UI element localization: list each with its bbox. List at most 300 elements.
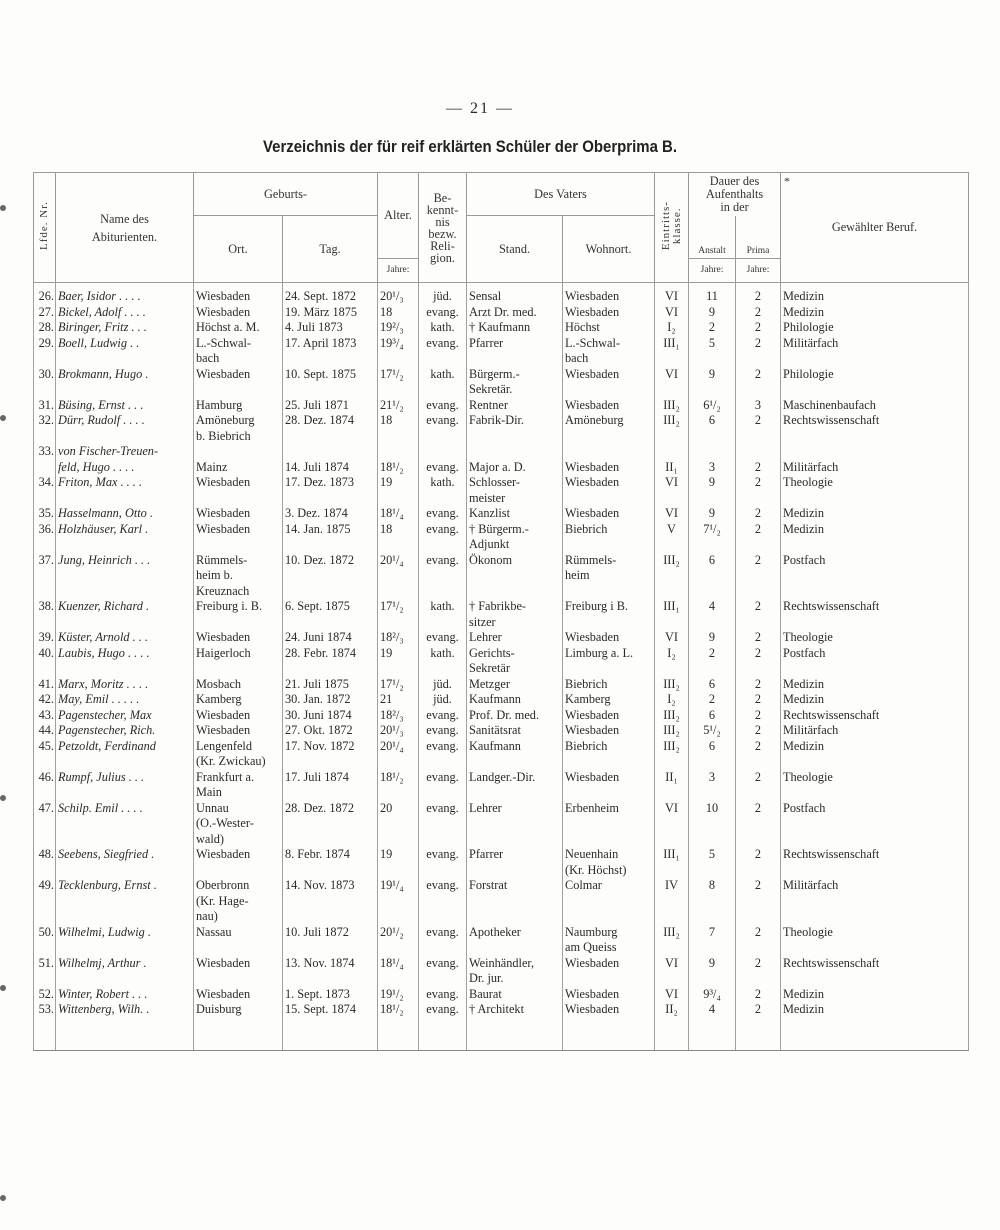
cell-stand: Weinhändler, Dr. jur. (467, 956, 563, 987)
cell-ort: Lengenfeld (Kr. Zwickau) (194, 739, 283, 770)
cell-nr: 37. (34, 553, 56, 600)
cell-prima: 2 (736, 475, 781, 506)
table-row (34, 413, 969, 444)
cell-tag: 14. Jan. 1875 (283, 522, 378, 553)
cell-alter: 19 (378, 646, 419, 677)
empty-cell (283, 1018, 378, 1051)
cell-wohnort: Freiburg i B. (563, 599, 655, 630)
cell-prima: 2 (736, 801, 781, 848)
cell-alter: 19 (378, 847, 419, 878)
table-row (34, 878, 969, 925)
cell-tag: 3. Dez. 1874 (283, 506, 378, 522)
table-row (34, 692, 969, 708)
table-row (34, 801, 969, 848)
cell-tag: 6. Sept. 1875 (283, 599, 378, 630)
cell-tag: 15. Sept. 1874 (283, 1002, 378, 1018)
cell-anstalt: 5 (689, 336, 736, 367)
cell-wohnort: Rümmels- heim (563, 553, 655, 600)
empty-cell (194, 1018, 283, 1051)
cell-rel: evang. (419, 630, 467, 646)
cell-nr: 34. (34, 475, 56, 506)
cell-prima: 2 (736, 847, 781, 878)
cell-ort: Oberbronn (Kr. Hage- nau) (194, 878, 283, 925)
table-row (34, 770, 969, 801)
header-anstalt: Anstalt (689, 216, 736, 259)
empty-cell (467, 1018, 563, 1051)
cell-rel: evang. (419, 956, 467, 987)
cell-ort: Wiesbaden (194, 630, 283, 646)
cell-beruf: Militärfach (781, 336, 969, 367)
cell-beruf: Militärfach (781, 878, 969, 925)
cell-nr: 51. (34, 956, 56, 987)
cell-rel: kath. (419, 646, 467, 677)
cell-anstalt: 6 (689, 739, 736, 770)
cell-wohnort: Höchst (563, 320, 655, 336)
cell-beruf: Rechtswissenschaft (781, 956, 969, 987)
cell-prima: 2 (736, 336, 781, 367)
table-row (34, 444, 969, 475)
cell-rel: evang. (419, 522, 467, 553)
table-row (34, 283, 969, 305)
header-beruf: * Gewählter Beruf. (781, 173, 969, 283)
cell-nr: 28. (34, 320, 56, 336)
cell-alter: 18¹/₄ (378, 506, 419, 522)
cell-rel: jüd. (419, 677, 467, 693)
cell-tag: 17. Juli 1874 (283, 770, 378, 801)
cell-name: Petzoldt, Ferdinand (56, 739, 194, 770)
cell-klasse: IV (655, 878, 689, 925)
cell-rel: evang. (419, 305, 467, 321)
cell-stand: Pfarrer (467, 336, 563, 367)
empty-cell (781, 1018, 969, 1051)
cell-nr: 38. (34, 599, 56, 630)
binding-hole-mark (0, 415, 6, 421)
cell-anstalt: 6 (689, 708, 736, 724)
cell-name: Büsing, Ernst . . . (56, 398, 194, 414)
cell-tag: 4. Juli 1873 (283, 320, 378, 336)
binding-hole-mark (0, 205, 6, 211)
cell-anstalt: 2 (689, 692, 736, 708)
cell-beruf: Theologie (781, 475, 969, 506)
cell-nr: 53. (34, 1002, 56, 1018)
cell-klasse: III₂ (655, 398, 689, 414)
table-row (34, 925, 969, 956)
cell-klasse: VI (655, 956, 689, 987)
cell-stand: Kaufmann (467, 692, 563, 708)
cell-klasse: VI (655, 630, 689, 646)
cell-rel: evang. (419, 878, 467, 925)
cell-stand: Arzt Dr. med. (467, 305, 563, 321)
cell-nr: 42. (34, 692, 56, 708)
cell-klasse: III₁ (655, 847, 689, 878)
cell-name: Winter, Robert . . . (56, 987, 194, 1003)
cell-name: Küster, Arnold . . . (56, 630, 194, 646)
cell-name: Holzhäuser, Karl . (56, 522, 194, 553)
cell-name: Friton, Max . . . . (56, 475, 194, 506)
cell-anstalt: 6 (689, 413, 736, 444)
cell-name: Schilp. Emil . . . . (56, 801, 194, 848)
cell-wohnort: Wiesbaden (563, 987, 655, 1003)
table-row (34, 320, 969, 336)
cell-rel: jüd. (419, 692, 467, 708)
cell-prima: 2 (736, 367, 781, 398)
cell-name: Brokmann, Hugo . (56, 367, 194, 398)
header-stand: Stand. (467, 216, 563, 283)
cell-klasse: III₁ (655, 336, 689, 367)
cell-klasse: VI (655, 987, 689, 1003)
cell-beruf: Medizin (781, 987, 969, 1003)
cell-nr: 39. (34, 630, 56, 646)
cell-klasse: VI (655, 367, 689, 398)
cell-prima: 2 (736, 283, 781, 305)
cell-wohnort: Wiesbaden (563, 398, 655, 414)
cell-klasse: III₂ (655, 723, 689, 739)
table-bottom-spacer (34, 1018, 969, 1051)
cell-ort: Unnau (O.-Wester- wald) (194, 801, 283, 848)
cell-anstalt: 4 (689, 599, 736, 630)
cell-tag: 27. Okt. 1872 (283, 723, 378, 739)
table-row (34, 522, 969, 553)
cell-beruf: Medizin (781, 305, 969, 321)
cell-name: Tecklenburg, Ernst . (56, 878, 194, 925)
cell-alter: 18 (378, 522, 419, 553)
table-row (34, 1002, 969, 1018)
cell-wohnort: Wiesbaden (563, 723, 655, 739)
binding-hole-mark (0, 795, 6, 801)
cell-klasse: I₂ (655, 646, 689, 677)
cell-prima: 2 (736, 506, 781, 522)
cell-alter: 19³/₄ (378, 336, 419, 367)
cell-klasse: VI (655, 475, 689, 506)
cell-stand: Ökonom (467, 553, 563, 600)
cell-anstalt: 4 (689, 1002, 736, 1018)
table-row (34, 956, 969, 987)
cell-anstalt: 3 (689, 770, 736, 801)
empty-cell (736, 1018, 781, 1051)
cell-klasse: VI (655, 283, 689, 305)
table-row (34, 336, 969, 367)
cell-prima: 2 (736, 956, 781, 987)
cell-klasse: I₂ (655, 320, 689, 336)
cell-stand: Landger.-Dir. (467, 770, 563, 801)
cell-alter: 21 (378, 692, 419, 708)
cell-prima: 2 (736, 444, 781, 475)
cell-nr: 29. (34, 336, 56, 367)
cell-tag: 10. Sept. 1875 (283, 367, 378, 398)
empty-cell (689, 1018, 736, 1051)
cell-tag: 28. Febr. 1874 (283, 646, 378, 677)
cell-name: Jung, Heinrich . . . (56, 553, 194, 600)
cell-nr: 41. (34, 677, 56, 693)
cell-beruf: Medizin (781, 283, 969, 305)
cell-anstalt: 9 (689, 367, 736, 398)
cell-tag: 1. Sept. 1873 (283, 987, 378, 1003)
cell-rel: jüd. (419, 283, 467, 305)
cell-ort: L.-Schwal- bach (194, 336, 283, 367)
cell-alter: 20¹/₃ (378, 283, 419, 305)
cell-beruf: Postfach (781, 801, 969, 848)
table-row (34, 723, 969, 739)
cell-beruf: Medizin (781, 1002, 969, 1018)
cell-nr: 47. (34, 801, 56, 848)
cell-alter: 19 (378, 475, 419, 506)
table-row (34, 630, 969, 646)
cell-tag: 21. Juli 1875 (283, 677, 378, 693)
graduates-table (33, 172, 969, 1051)
cell-wohnort: Colmar (563, 878, 655, 925)
cell-nr: 44. (34, 723, 56, 739)
cell-name: Kuenzer, Richard . (56, 599, 194, 630)
cell-prima: 2 (736, 739, 781, 770)
cell-alter: 21¹/₂ (378, 398, 419, 414)
empty-cell (378, 1018, 419, 1051)
cell-ort: Wiesbaden (194, 723, 283, 739)
binding-hole-mark (0, 985, 6, 991)
cell-beruf: Medizin (781, 677, 969, 693)
cell-wohnort: Wiesbaden (563, 956, 655, 987)
cell-klasse: III₂ (655, 708, 689, 724)
header-tag: Tag. (283, 216, 378, 283)
cell-prima: 2 (736, 305, 781, 321)
cell-prima: 2 (736, 987, 781, 1003)
cell-stand: † Architekt (467, 1002, 563, 1018)
cell-prima: 2 (736, 770, 781, 801)
cell-tag: 14. Nov. 1873 (283, 878, 378, 925)
cell-name: Pagenstecher, Max (56, 708, 194, 724)
cell-prima: 2 (736, 599, 781, 630)
cell-stand: Schlosser- meister (467, 475, 563, 506)
cell-beruf: Theologie (781, 925, 969, 956)
cell-klasse: VI (655, 305, 689, 321)
cell-klasse: VI (655, 801, 689, 848)
cell-ort: Mosbach (194, 677, 283, 693)
cell-wohnort: Wiesbaden (563, 283, 655, 305)
cell-wohnort: Amöneburg (563, 413, 655, 444)
cell-alter: 19¹/₄ (378, 878, 419, 925)
table-row (34, 847, 969, 878)
cell-nr: 43. (34, 708, 56, 724)
cell-rel: evang. (419, 723, 467, 739)
cell-stand: Bürgerm.- Sekretär. (467, 367, 563, 398)
cell-name: Pagenstecher, Rich. (56, 723, 194, 739)
cell-nr: 32. (34, 413, 56, 444)
cell-anstalt: 9 (689, 506, 736, 522)
cell-wohnort: Biebrich (563, 739, 655, 770)
empty-cell (34, 1018, 56, 1051)
cell-klasse: II₂ (655, 1002, 689, 1018)
cell-nr: 33. (34, 444, 56, 475)
cell-name: Baer, Isidor . . . . (56, 283, 194, 305)
cell-nr: 46. (34, 770, 56, 801)
cell-anstalt: 11 (689, 283, 736, 305)
cell-prima: 2 (736, 723, 781, 739)
cell-nr: 27. (34, 305, 56, 321)
cell-name: Wittenberg, Wilh. . (56, 1002, 194, 1018)
cell-beruf: Philologie (781, 320, 969, 336)
page-title: Verzeichnis der für reif erklärten Schüler der Oberprima B. (262, 137, 678, 156)
cell-nr: 52. (34, 987, 56, 1003)
cell-alter: 20 (378, 801, 419, 848)
binding-hole-mark (0, 1195, 6, 1201)
cell-rel: kath. (419, 475, 467, 506)
cell-rel: evang. (419, 553, 467, 600)
cell-stand: Sanitätsrat (467, 723, 563, 739)
table-row (34, 646, 969, 677)
cell-alter: 18¹/₂ (378, 770, 419, 801)
header-anstalt-unit: Jahre: (689, 259, 736, 283)
cell-anstalt: 9 (689, 305, 736, 321)
cell-klasse: III₁ (655, 599, 689, 630)
cell-rel: evang. (419, 413, 467, 444)
header-alter: Alter. (378, 173, 419, 259)
cell-name: Hasselmann, Otto . (56, 506, 194, 522)
cell-anstalt: 5¹/₂ (689, 723, 736, 739)
cell-ort: Wiesbaden (194, 708, 283, 724)
header-prima-unit: Jahre: (736, 259, 781, 283)
cell-wohnort: Wiesbaden (563, 367, 655, 398)
page-number: — 21 — (446, 100, 514, 117)
cell-prima: 2 (736, 553, 781, 600)
cell-nr: 26. (34, 283, 56, 305)
cell-klasse: II₁ (655, 770, 689, 801)
cell-rel: evang. (419, 770, 467, 801)
cell-stand: Prof. Dr. med. (467, 708, 563, 724)
cell-name: May, Emil . . . . . (56, 692, 194, 708)
cell-alter: 17¹/₂ (378, 367, 419, 398)
cell-beruf: Medizin (781, 692, 969, 708)
cell-stand: Major a. D. (467, 444, 563, 475)
cell-stand: † Kaufmann (467, 320, 563, 336)
cell-ort: Duisburg (194, 1002, 283, 1018)
table-row (34, 506, 969, 522)
cell-alter: 20¹/₄ (378, 739, 419, 770)
cell-stand: Forstrat (467, 878, 563, 925)
cell-tag: 24. Juni 1874 (283, 630, 378, 646)
cell-beruf: Rechtswissenschaft (781, 413, 969, 444)
cell-alter: 20¹/₂ (378, 925, 419, 956)
cell-stand: † Bürgerm.- Adjunkt (467, 522, 563, 553)
cell-ort: Mainz (194, 444, 283, 475)
cell-rel: evang. (419, 708, 467, 724)
table-row (34, 367, 969, 398)
cell-ort: Wiesbaden (194, 522, 283, 553)
cell-anstalt: 7¹/₂ (689, 522, 736, 553)
table-row (34, 987, 969, 1003)
cell-stand: Lehrer (467, 801, 563, 848)
table-header (34, 173, 969, 283)
cell-rel: evang. (419, 398, 467, 414)
cell-tag: 25. Juli 1871 (283, 398, 378, 414)
cell-tag: 14. Juli 1874 (283, 444, 378, 475)
cell-ort: Wiesbaden (194, 367, 283, 398)
cell-rel: evang. (419, 506, 467, 522)
cell-prima: 2 (736, 630, 781, 646)
cell-name: Bickel, Adolf . . . . (56, 305, 194, 321)
cell-prima: 2 (736, 692, 781, 708)
cell-ort: Amöneburg b. Biebrich (194, 413, 283, 444)
cell-tag: 17. Nov. 1872 (283, 739, 378, 770)
cell-ort: Wiesbaden (194, 283, 283, 305)
cell-rel: evang. (419, 801, 467, 848)
cell-klasse: III₂ (655, 413, 689, 444)
cell-beruf: Theologie (781, 630, 969, 646)
cell-anstalt: 9 (689, 956, 736, 987)
cell-anstalt: 2 (689, 646, 736, 677)
empty-cell (655, 1018, 689, 1051)
cell-alter: 18 (378, 305, 419, 321)
cell-name: Boell, Ludwig . . (56, 336, 194, 367)
cell-nr: 50. (34, 925, 56, 956)
cell-wohnort: Naumburg am Queiss (563, 925, 655, 956)
header-wohnort: Wohnort. (563, 216, 655, 283)
cell-tag: 28. Dez. 1874 (283, 413, 378, 444)
cell-wohnort: Wiesbaden (563, 630, 655, 646)
cell-nr: 40. (34, 646, 56, 677)
cell-prima: 2 (736, 646, 781, 677)
cell-rel: kath. (419, 599, 467, 630)
cell-beruf: Rechtswissenschaft (781, 599, 969, 630)
cell-nr: 49. (34, 878, 56, 925)
cell-wohnort: Wiesbaden (563, 770, 655, 801)
cell-stand: Kaufmann (467, 739, 563, 770)
cell-beruf: Maschinenbaufach (781, 398, 969, 414)
cell-klasse: III₂ (655, 925, 689, 956)
cell-stand: Lehrer (467, 630, 563, 646)
cell-tag: 17. April 1873 (283, 336, 378, 367)
asterisk: * (784, 174, 790, 188)
cell-klasse: V (655, 522, 689, 553)
cell-nr: 31. (34, 398, 56, 414)
cell-stand: Fabrik-Dir. (467, 413, 563, 444)
cell-anstalt: 10 (689, 801, 736, 848)
cell-prima: 2 (736, 925, 781, 956)
cell-klasse: I₂ (655, 692, 689, 708)
cell-alter: 18²/₃ (378, 630, 419, 646)
table-row (34, 475, 969, 506)
cell-name: Wilhelmi, Ludwig . (56, 925, 194, 956)
cell-ort: Rümmels- heim b. Kreuznach (194, 553, 283, 600)
cell-klasse: VI (655, 506, 689, 522)
cell-tag: 28. Dez. 1872 (283, 801, 378, 848)
cell-beruf: Theologie (781, 770, 969, 801)
table-row (34, 553, 969, 600)
table-row (34, 739, 969, 770)
cell-beruf: Medizin (781, 522, 969, 553)
cell-stand: † Fabrikbe- sitzer (467, 599, 563, 630)
cell-beruf: Philologie (781, 367, 969, 398)
header-bekenntnis: Be- kennt- nis bezw. Reli- gion. (419, 173, 467, 283)
cell-beruf: Rechtswissenschaft (781, 847, 969, 878)
cell-name: Marx, Moritz . . . . (56, 677, 194, 693)
cell-anstalt: 9 (689, 475, 736, 506)
cell-tag: 24. Sept. 1872 (283, 283, 378, 305)
cell-name: Rumpf, Julius . . . (56, 770, 194, 801)
cell-alter: 18²/₃ (378, 708, 419, 724)
cell-tag: 13. Nov. 1874 (283, 956, 378, 987)
cell-rel: evang. (419, 336, 467, 367)
cell-wohnort: Neuenhain (Kr. Höchst) (563, 847, 655, 878)
header-lfde-nr: Lfde. Nr. (34, 173, 56, 283)
cell-wohnort: Wiesbaden (563, 708, 655, 724)
cell-prima: 2 (736, 1002, 781, 1018)
cell-ort: Hamburg (194, 398, 283, 414)
cell-wohnort: Wiesbaden (563, 444, 655, 475)
cell-tag: 30. Juni 1874 (283, 708, 378, 724)
cell-beruf: Militärfach (781, 723, 969, 739)
cell-prima: 2 (736, 708, 781, 724)
cell-klasse: III₂ (655, 739, 689, 770)
cell-stand: Sensal (467, 283, 563, 305)
